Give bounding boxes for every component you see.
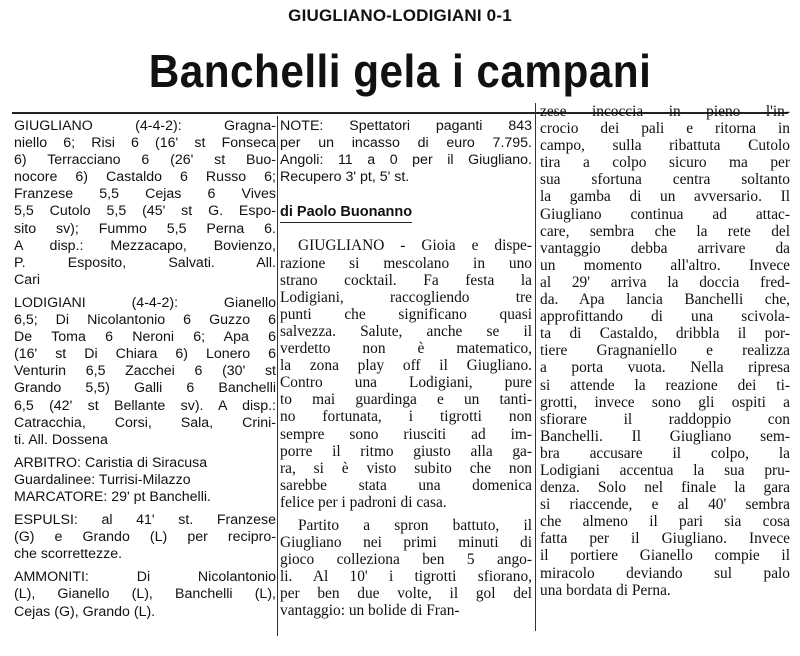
lineup-line: ESPULSI: al 41' st. Franzese [14, 512, 276, 529]
lineup-line: ARBITRO: Caristia di Siracusa [14, 454, 208, 471]
body-line: to mai guardinga e un tanti- [280, 391, 532, 409]
byline-text: di Paolo Buonanno [280, 204, 412, 223]
body-line: Contro una Lodigiani, pure [280, 374, 532, 392]
lineup-line: ti. All. Dossena [14, 431, 108, 448]
body-line: la zona play off il Giugliano. [280, 357, 532, 375]
body-line: Partito a spron battuto, il [298, 516, 532, 534]
body-line: per ben due volte, il gol del [280, 585, 532, 603]
lineup-line: A disp.: Mezzacapo, Bovienzo, [14, 237, 276, 254]
note-line: per un incasso di euro 7.795. [280, 135, 532, 152]
body-line: che almeno il pari sia cosa [540, 513, 790, 531]
body-line: porre il ritmo giusto alla ga- [280, 442, 532, 460]
lineup-line: AMMONITI: Di Nicolantonio [14, 569, 276, 586]
body-line: vantaggio: un bolide di Fran- [280, 602, 460, 620]
lineup-line: Franzese 5,5 Cejas 6 Vives [14, 186, 276, 203]
body-line: tira a colpo sicuro ma per [540, 154, 790, 172]
body-line: crocio dei pali e ritorna in [540, 120, 790, 138]
lineup-line: niello 6; Risi 6 (16' st Fonseca [14, 135, 276, 152]
body-line: ra, si è visto subito che non [280, 459, 532, 477]
match-notes [280, 118, 532, 186]
lineup-line: Cari [14, 271, 41, 288]
body-line: GIUGLIANO - Gioia e dispe- [298, 237, 532, 255]
article-body-part-1 [280, 237, 532, 619]
body-line: verdetto non è matematico, [280, 340, 532, 358]
body-line: strano cocktail. Fa festa la [280, 271, 532, 289]
body-line: da. Apa lancia Banchelli che, [540, 291, 790, 309]
lineup-line: (16' st Di Chiara 6) Lonero 6 [14, 346, 276, 363]
body-line: felice per i padroni di casa. [280, 493, 447, 511]
body-line: si attende la reazione dei ti- [540, 376, 790, 394]
body-line: sua sfortuna centra soltanto [540, 171, 790, 189]
headline: Banchelli gela i campani [148, 45, 652, 97]
lineup-line: nocore 6) Castaldo 6 Russo 6; [14, 169, 276, 186]
body-line: grotti, invece sono gli ospiti a [540, 393, 790, 411]
lineup-line: (G) e Grando (L) per recipro- [14, 529, 276, 546]
body-line: razione si mescolano in uno [280, 254, 532, 272]
lineup-line: Catracchia, Corsi, Sala, Crini- [14, 414, 276, 431]
article-body-part-2 [540, 103, 790, 599]
body-line: ta di Castaldo, dribbla il por- [540, 325, 790, 343]
lineup-line: Grando 5,5) Galli 6 Banchelli [14, 380, 276, 397]
body-line: sfiorare il raddoppio con [540, 410, 790, 428]
body-line: fatta per il Giugliano. Invece [540, 530, 790, 548]
body-line: zese incoccia in pieno l'in- [540, 103, 790, 120]
body-line: denza. Solo nel finale la gara [540, 479, 790, 497]
match-kicker: GIUGLIANO-LODIGIANI 0-1 [288, 6, 512, 25]
body-line: un momento all'altro. Invece [540, 256, 790, 274]
body-line: approfittando di una scivola- [540, 308, 790, 326]
body-line: sarebbe stata una domenica [280, 476, 532, 494]
lineup-line: MARCATORE: 29' pt Banchelli. [14, 488, 211, 505]
body-line: Banchelli. Il Giugliano sem- [540, 427, 790, 445]
lineup-line: 6) Terracciano 6 (26' st Buo- [14, 152, 276, 169]
body-line: una bordata di Perna. [540, 581, 671, 599]
lineup-line: Venturin 6,5 Zacchei 6 (30' st [14, 363, 276, 380]
body-line: campo, sulla ribattuta Cutolo [540, 137, 790, 155]
body-line: si riaccende, e al 40' sembra [540, 496, 790, 514]
notes-and-body-column [280, 118, 532, 620]
body-line: sempre sono riusciti ad im- [280, 425, 532, 443]
lineup-line: sito sv); Fummo 5,5 Perna 6. [14, 220, 276, 237]
body-line: al 29' arriva la doccia fred- [540, 273, 790, 291]
body-line: li. Al 10' i tigrotti sfiorano, [280, 568, 532, 586]
note-line: Recupero 3' pt, 5' st. [280, 169, 410, 186]
body-line: punti che significano quasi [280, 305, 532, 323]
body-line: care, sembra che la rete del [540, 222, 790, 240]
lineup-line: Guardalinee: Turrisi-Milazzo [14, 471, 191, 488]
note-line: NOTE: Spettatori paganti 843 [280, 118, 532, 134]
body-line: Giugliano nei primi minuti di [280, 534, 532, 552]
lineup-line: P. Esposito, Salvati. All. [14, 254, 276, 271]
column-divider-1 [277, 116, 278, 636]
body-line: vantaggio debba arrivare da [540, 239, 790, 257]
lineups-column [14, 118, 276, 621]
body-line: tiere Gragnaniello e realizza [540, 342, 790, 360]
lineup-line: 6,5 (42' st Bellante sv). A disp.: [14, 397, 276, 414]
body-line: il portiere Gianello compie il [540, 547, 790, 565]
body-line: gioco colleziona ben 5 ango- [280, 551, 532, 569]
body-line: la gamba di un avversario. Il [540, 188, 790, 206]
body-line: miracolo deviando sul palo [540, 564, 790, 582]
body-line: Giugliano continua ad attac- [540, 205, 790, 223]
body-line: no fortunata, i tigrotti non [280, 408, 532, 426]
lineup-line: De Toma 6 Neroni 6; Apa 6 [14, 329, 276, 346]
lineup-line: LODIGIANI (4-4-2): Gianello [14, 294, 276, 311]
body-line: bra accusare il colpo, la [540, 444, 790, 462]
lineup-line: 6,5; Di Nicolantonio 6 Guzzo 6 [14, 312, 276, 329]
lineup-line: GIUGLIANO (4-4-2): Gragna- [14, 118, 276, 134]
lineup-line: che scorrettezze. [14, 546, 123, 563]
byline [280, 203, 532, 223]
body-line: Lodigiani accentua la sua pru- [540, 461, 790, 479]
body-line: Lodigiani, raccogliendo tre [280, 288, 532, 306]
lineup-line: (L), Gianello (L), Banchelli (L), [14, 586, 276, 603]
lineup-line: 5,5 Cutolo 5,5 (45' st G. Espo- [14, 203, 276, 220]
body-line: a porta vuota. Nella ripresa [540, 359, 790, 377]
body-line: salvezza. Salute, anche se il [280, 322, 532, 340]
column-divider-2 [535, 103, 536, 631]
note-line: Angoli: 11 a 0 per il Giugliano. [280, 152, 532, 169]
lineup-line: Cejas (G), Grando (L). [14, 603, 156, 620]
